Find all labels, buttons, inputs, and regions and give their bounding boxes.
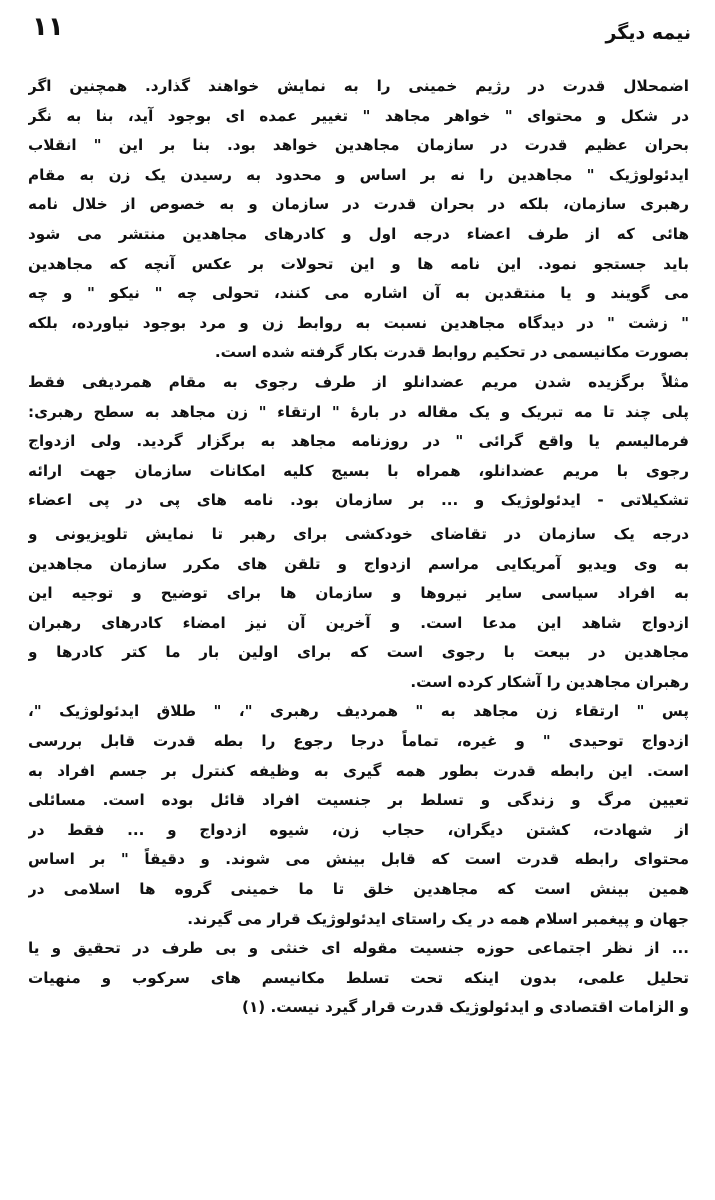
text-line: جهان و پیغمبر اسلام همه در یک راستای ایدئولوژیک قرار می گیرند. [187, 909, 689, 928]
text-line: باید جستجو نمود. این نامه ها و این تحولات بر عکس آنچه که مجاهدین [28, 254, 689, 273]
text-line: است. این رابطه قدرت بطور همه گیری به وظیفه کنترل بر جسم افراد به [28, 761, 689, 780]
text-line: مجاهدین در بیعت با رجوی است که برای اولین بار ما کتر کادرها و [28, 643, 689, 662]
paragraph-2 [28, 368, 689, 516]
text-line: همین بینش است که مجاهدین خلق تا ما خمینی گروه ها اسلامی در [28, 880, 689, 899]
body-text [28, 72, 689, 1023]
text-line: پلی چند تا مه تبریک و یک مقاله در بارهٔ " ارتقاء " زن مجاهد به سطح رهبری: [28, 402, 689, 421]
running-head: نیمه دیگر [605, 22, 691, 44]
text-line: به افراد سیاسی سایر نیروها و سازمان ها برای توضیح و توجیه این [28, 584, 689, 603]
text-line: از شهادت، کشتن دیگران، حجاب زن، شیوه ازدواج و ... فقط در [28, 820, 689, 839]
text-line: و الزامات اقتصادی و ایدئولوژیک قدرت قرار گیرد نیست. (۱) [242, 998, 689, 1017]
paragraph-5 [28, 934, 689, 1023]
text-line: ... از نظر اجتماعی حوزه جنسیت مقوله ای خنثی و بی طرف در تحقیق و یا [28, 939, 689, 958]
text-line: اضمحلال قدرت در رژیم خمینی را به نمایش خواهند گذارد. همچنین اگر [28, 77, 689, 95]
text-line: ازدواج شاهد این مدعا است. و آخرین آن نیز امضاء کادرهای رهبران [28, 613, 689, 632]
page-number: ۱۱ [32, 12, 64, 42]
text-line: می گویند و یا منتقدین به آن اشاره می کنند، تحولی چه " نیکو " و چه [28, 284, 689, 303]
text-line: تعیین مرگ و زندگی و تسلط بر جنسیت افراد قائل بوده است. مسائلی [28, 791, 689, 810]
text-line: پس " ارتقاء زن مجاهد به " همردیف رهبری "، " طلاق ایدئولوژیک "، [28, 702, 689, 721]
text-line: درجه یک سازمان در تقاضای خودکشی برای رهبر تا نمایش تلویزیونی و [28, 524, 689, 543]
text-line: تشکیلاتی - ایدئولوژیک و ... بر سازمان بود. نامه های پی در پی اعضاء [28, 491, 689, 510]
text-line: فرمالیسم یا واقع گرائی " در روزنامه مجاهد به برگزار گردید. ولی ازدواج [28, 432, 689, 451]
text-line: ایدئولوژیک " مجاهدین را نه بر اساس و محدود به رسیدن یک زن به مقام [28, 165, 689, 184]
text-line: در شکل و محتوای " خواهر مجاهد " تغییر عمده ای بوجود آید، بنا به نگر [28, 106, 689, 125]
paragraph-1 [28, 72, 689, 368]
text-line: به وی ویدیو آمریکایی مراسم ازدواج و تلقن های مکرر سازمان مجاهدین [28, 554, 689, 573]
paragraph-4 [28, 697, 689, 934]
text-line: تحلیل علمی، بدون اینکه تحت تسلط مکانیسم های سرکوب و منهیات [28, 968, 689, 987]
text-line: هائی که از طرف اعضاء درجه اول و کادرهای مجاهدین منتشر می شود [28, 224, 689, 243]
paragraph-3 [28, 520, 689, 698]
text-line: ازدواج توحیدی " و غیره، تماماً درجا رجوع را بطه قدرت قابل بررسی [28, 732, 689, 751]
text-line: مثلاً برگزیده شدن مریم عضدانلو از طرف رجوی به مقام همردیفی فقط [28, 372, 689, 391]
text-line: بحران عظیم قدرت در سازمان مجاهدین خواهد بود. بنا بر این " انقلاب [28, 136, 689, 155]
text-line: محتوای رابطه قدرت است که قابل بینش می شوند. و دقیقاً " بر اساس [28, 850, 689, 869]
text-line: رجوی با مریم عضدانلو، همراه با بسیج کلیه امکانات سازمان جهت ارائه [28, 461, 689, 480]
text-line: رهبری سازمان، بلکه در بحران قدرت در سازمان و به خصوص از خلال نامه [28, 195, 689, 214]
text-line: رهبران مجاهدین را آشکار کرده است. [410, 672, 689, 691]
text-line: " زشت " در دیدگاه مجاهدین نسبت به روابط زن و مرد بوجود نیاورده، بلکه [28, 313, 689, 332]
text-line: بصورت مکانیسمی در تحکیم روابط قدرت بکار گرفته شده است. [214, 343, 689, 362]
